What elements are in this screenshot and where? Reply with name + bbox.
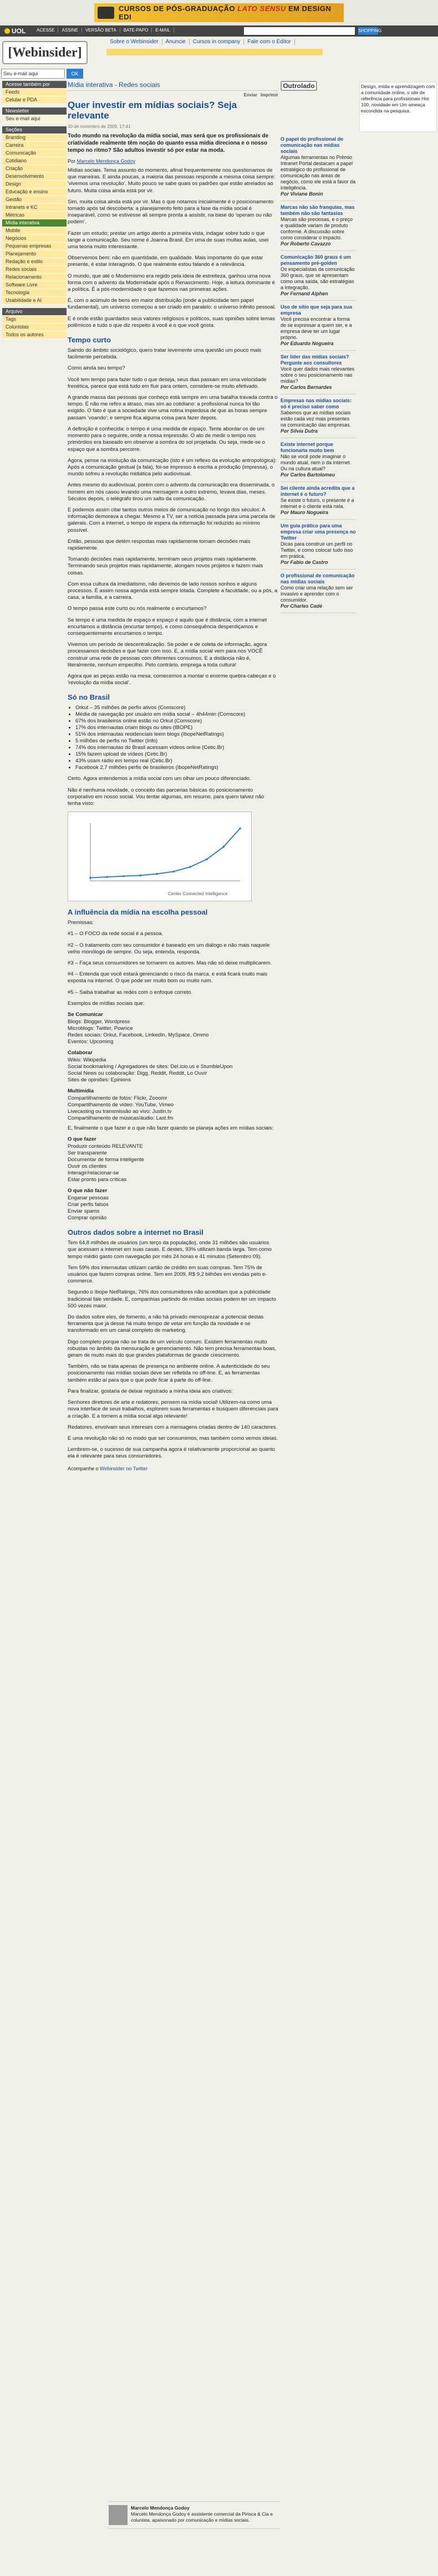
list-line: Ouvir os clientes (68, 1163, 107, 1170)
paragraph: Tem 59% dos internautas utilizam cartão de crédito em suas compras. Tem 75% de usuários que fazem compras online. Tem em 2009, R$ 9,2 bilhões em vendas pelo e-commerce. (68, 1264, 267, 1285)
separator (281, 481, 356, 482)
author-photo (109, 2505, 128, 2525)
sidebar-item[interactable]: Tecnologia (2, 289, 67, 297)
sidebar-heading: Acesse também por (2, 81, 67, 89)
premissa-item: #2 – O tratamento com seu consumidor é baseado em um diálogo e não mais naquele velho monólogo de sempre. Ou seja, entenda, responda. (68, 942, 270, 955)
related-article (281, 136, 356, 197)
sidebar-item[interactable]: Mídia interativa (2, 219, 67, 227)
webinsider-logo[interactable]: [Webinsider] (2, 41, 88, 64)
sidebar-item-celular[interactable]: Celular e PDA (2, 96, 67, 104)
related-byline: Por Fernand Alphen (281, 291, 328, 296)
paragraph: E uma revolução não só no modo que ser consumimos, mas também como vemos ideias. (68, 1435, 278, 1441)
paragraph: Saindo do âmbito sociológico, quero tratar levemente uma questão um pouco mais facilmente percebida. (68, 347, 262, 361)
related-byline: Por Fabio de Castro (281, 560, 328, 565)
article-title: Quer investir em mídias sociais? Seja relevante (68, 100, 237, 121)
paragraph: Redatores, envolvam seus intereses com a mensagens criadas dentro de 140 caracteres. (68, 1424, 278, 1430)
group-line: Social News ou colaboração: Digg, Reddit, Reddit, Lo Ouvir (68, 1070, 207, 1077)
group-line: Blogs: Blogger, Wordpress (68, 1019, 130, 1025)
sidebar-item-feeds[interactable]: Feeds (2, 89, 67, 96)
nav-sobre[interactable]: Sobre o Webinsider (106, 39, 162, 45)
list-line: Interagir/relacionar-se (68, 1170, 119, 1177)
paragraph: O mundo, que até o Modernismo era regido pela ideia de estreiteza, ganhou uma nova forma com o advento da Modernidade após o Renascimento. Hoje, a leitura dominante é a política. É a pós-modernidade o que fazemos nas primeiras ações. (68, 273, 275, 293)
separator (281, 350, 356, 351)
outrolado-heading: Outrolado (281, 81, 317, 91)
uol-search-input[interactable] (244, 27, 355, 35)
banner-logo (98, 7, 114, 19)
uol-bar (0, 25, 438, 37)
related-text: Marcas são preciosas, e o preço e qualidade variam de produto conforme. A discussão sobre como considerar o impacto. (281, 217, 353, 240)
related-text: Sabemos que as mídias sociais estão cada vez mais presentes na comunicação das empresas. (281, 410, 352, 428)
paragraph: Certo. Agora entendemos a mídia social com um olhar um pouco diferenciado. (68, 776, 251, 782)
group-line: Microblogs: Twitter, Pownce (68, 1025, 133, 1032)
paragraph: É, com o acúmulo de bens em maior distribuição (onde a publicidade tem papel fundamental), um universo começou a ser criado em paralelo: o universo infinito pessoal. (68, 297, 276, 311)
related-byline: Por Viviane Bonin (281, 191, 323, 197)
list-line: Documentar de forma inteligente (68, 1157, 144, 1163)
uol-menu-item[interactable]: VERSÃO BETA (82, 28, 120, 33)
related-text: Os especialistas da comunicação 360 graus, que se apresentam como uma saída, são estratégias a integração. (281, 266, 355, 290)
sidebar-item[interactable]: Mobile (2, 227, 67, 235)
stat-item: • Média de navegação por usuário em mídia social – 4h44min (Comscore) (75, 711, 278, 718)
paragraph: A definição é conhecida: o tempo é uma medida de espaço. Tente abordar os de um momento para o seguinte, onde a nossa impressão. O ato de medir o tempo nos primórdios era baseado em observar a sombra do sol projetada. Ou seja, mede-se o espaço que a sombra percorre. (68, 425, 265, 453)
related-text: Você precisa encontrar a forma de se expressar a quem ser, e a empresa deve ter um lugar próprio. (281, 316, 352, 340)
related-list (281, 136, 356, 617)
nav-fale-editor[interactable]: Fale com o Editor (244, 39, 294, 45)
sidebar-item[interactable]: Planejamento (2, 250, 67, 258)
sidebar-item[interactable]: Relacionamento (2, 274, 67, 281)
related-text: Algumas ferramentas no Prêmio Intranet Portal destacam a papel estratégico do profissional de comunicação nas áreas de negócio, como ele está a favor da inteligência. (281, 155, 356, 191)
paragraph: E é onde estão guardados seus valores religiosos e políticos, suas opiniões sobre temas polêmicos e tudo o que diz respeito à você e o que você gosta. (68, 315, 275, 329)
article-tools (68, 93, 278, 98)
growth-chart-svg (68, 812, 251, 901)
sidebar-item[interactable]: Criação (2, 165, 67, 173)
list-line: Criar perfis falsos (68, 1202, 109, 1208)
stat-item: • Orkut – 35 milhões de perfis ativos (Comscore) (75, 705, 278, 711)
related-article (281, 573, 356, 609)
related-article (281, 204, 356, 247)
twitter-cta: Acompanhe o Webinsider no Twitter (68, 1465, 148, 1471)
stat-item: • 74% dos internautas do Brasil acessam vídeos online (Cetic.Br) (75, 745, 278, 751)
sidebar-item[interactable]: Branding (2, 134, 67, 142)
paragraph: Também, não se trata apenas de presença no ambiente online. A autenticidade do seu posicionamento nas mídias sociais deve ser refletida no off-line. E, as ferramentas também estão aí para que o que pode ficar à parte do off-line. (68, 1363, 270, 1383)
author-box (109, 2501, 281, 2529)
group-title: Se Comunicar (68, 1012, 103, 1018)
sidebar-extra-item[interactable]: Colunistas (2, 324, 67, 331)
related-title[interactable]: Um guia prático para uma empresa criar uma presença no Twitter (281, 523, 356, 541)
group-line: Eventos: Upcoming (68, 1039, 114, 1045)
related-article (281, 254, 356, 297)
paragraph: Observemos bem: não em quantidade, em qualidade. Mais importante do que estar presente, é estar interagindo. O que realmente estou falando é a relevância. (68, 255, 263, 268)
uol-menu (33, 28, 174, 33)
naofazer-title: O que não fazer (68, 1188, 108, 1194)
list-line: Ser transparente (68, 1150, 107, 1157)
stat-item: • 17% dos internautas criam blogs ou sites (IBOPE) (75, 725, 278, 731)
paragraph: Fazer um estudo; prestar um artigo atento a primeira vista, indagar sobre tudo o que tange a comunicação. Seu nome é Joanna Brasil. Em uma de suas muitas aulas, usei uma teoria muito interessante. (68, 230, 269, 250)
related-title[interactable]: O papel do profissional de comunicação nas mídias sociais (281, 136, 344, 154)
related-title[interactable]: Uso de sítio que seja para sua empresa (281, 304, 353, 316)
group-title: Colaborar (68, 1050, 93, 1056)
related-byline: Por Eduardo Nogueira (281, 341, 334, 346)
sidebar-secoes-heading: Seções (2, 126, 67, 134)
related-text: Como criar uma relação sem ser invasivo e aprender com o consumidor. (281, 585, 353, 603)
related-byline: Por Mauro Nogueira (281, 510, 329, 515)
sidebar-item[interactable]: Usabilidade e AI (2, 297, 67, 305)
paragraph: Mídias sociais. Tema assunto do momento, afinal frequentemente nos questionamos de que maneiras. E ainda poucas, a maioria das pessoas responde a mesma coisa sempre: 'vivemos uma revolução'. Muito pouco se sabe quais os padrões que estão atrelados ao futuro. Muita coisa ainda está por vir. (68, 167, 276, 194)
uol-menu-item[interactable]: ACESSE (33, 28, 58, 33)
sidebar-arquivo-heading: Arquivo (2, 308, 67, 316)
related-text: Não se você pode imaginar o mundo atual, nem o da internet. Ou na cultura atual? (281, 454, 352, 471)
uol-logo[interactable]: UOL (4, 27, 26, 35)
sidebar-item[interactable]: Design (2, 181, 67, 188)
naofazer-list (68, 1195, 278, 1222)
related-article (281, 354, 356, 391)
newsletter-input[interactable]: Seu e-mail aqui (2, 115, 67, 123)
sidebar-item[interactable]: Intranets e KC (2, 204, 67, 212)
paragraph: Não é nenhuma novidade, o conceito das parcerias básicas do posicionamento corporativo em nosso social. Vou tentar algumas, em resumo, para quem talvez não tenha visto: (68, 787, 264, 807)
chart-point (239, 828, 241, 830)
heading-influencia: A influência da mídia na escolha pessoal (68, 908, 208, 917)
sidebar-item[interactable]: Cotidiano (2, 157, 67, 165)
print-button[interactable]: Imprimir (260, 93, 278, 98)
article-date: 30 de novembro de 2009, 17:41 (68, 124, 131, 129)
ad-box[interactable]: Design, mídia e aprendizagem com a comunidade online, o site de referência para profissionais Hot 100, novidade em Um ameaça escondida na pesquisa. (359, 82, 437, 132)
send-button[interactable]: Enviar (243, 93, 257, 98)
group-line: Social bookmarking / Agregadores de sites: Del.icio.us e StumbleUpon (68, 1064, 233, 1070)
list-line: Enganar pessoas (68, 1195, 109, 1202)
chart-point (89, 877, 91, 879)
chart-point (156, 873, 158, 875)
heading-outros: Outros dados sobre a internet no Brasil (68, 1228, 203, 1237)
premissa-item: #5 – Saiba trabalhar as redes com o enfoque correto. (68, 989, 192, 995)
uol-menu-item[interactable]: ASSINE (58, 28, 82, 33)
sidebar-item[interactable]: Software Livre (2, 281, 67, 289)
nav-cursos[interactable]: Cursos in company (190, 39, 245, 45)
author-bio: Marcelo Mendonça Godoy Marcelo Mendonça Godoy é assistente comercial da Pirisca & Cia e colunista, apaixonado por comunicação e mídias sociais. (131, 2505, 273, 2523)
chart-point (139, 875, 141, 877)
separator (281, 300, 356, 301)
stat-item: • 5 milhões de perfis no Twitter (Info) (75, 738, 278, 745)
growth-chart (68, 812, 252, 901)
related-title[interactable]: Empresas nas mídias sociais: só é preciso saber como (281, 398, 352, 409)
sidebar (2, 81, 67, 339)
paragraph: Tomando decisões mais rapidamente, terminam seus projetos mais rapidamente. Terminando seus projetos mais rapidamente, alongam novos projetos e fazem mais coisas. (68, 556, 263, 576)
paragraph: O tempo passa este curto ou nós realmente o encurtamos? (68, 605, 207, 612)
related-byline: Por Silvia Dutra (281, 428, 318, 434)
uol-circle-icon (4, 28, 10, 34)
group-line: Compartilhamento de músicas/áudio: Last.fm (68, 1115, 174, 1122)
paragraph: Então, pessoas que detém respostas mais rapidamente tomam decisões mais rapidamente. (68, 538, 251, 551)
related-title[interactable]: Marcas não são franquias, mas também não são fantasias (281, 204, 355, 216)
heading-tempo: Tempo curto (68, 336, 111, 345)
author-link[interactable]: Marcelo Mendonça Godoy (77, 158, 136, 164)
related-byline: Por Carlos Bartolomeu (281, 472, 335, 478)
paragraph: Sim, muita coisa ainda está por vir. Mas o que notamos inicialmente é o posicionamento tomado após tal descoberta: a planejamento feito para a fase da mídia social é inseparável, como se estivesse ali sempre pronta a assistir, na base do 'operam ou não podem'. (68, 198, 274, 225)
sidebar-item[interactable]: Métricas (2, 212, 67, 219)
chart-series-line (90, 829, 240, 878)
stat-item: • Facebook 2,7 milhões perfis de brasileiros (IbopeNetRatings) (75, 764, 278, 771)
premissas-label: Premissas: (68, 920, 94, 926)
stat-item: • 15% fazem upload de vídeos (Cetic.Br) (75, 751, 278, 758)
paragraph: Para finalizar, gostaria de deixar registrado a minha ideia aos criativos: (68, 1388, 233, 1394)
group-line: Redes sociais: Orkut, Facebook, LinkedIn, MySpace, Ommo (68, 1032, 209, 1039)
related-article (281, 523, 356, 566)
group-line: Compartilhamento de fotos: Flickr, Zooomr (68, 1095, 167, 1102)
banner-ad[interactable] (94, 3, 344, 22)
paragraph: Com essa cultura da imediatismo, não devemos de lado nossos sonhos e alguns processos. É assim nossa agenda está sempre lotada. Complete a faculdade, ou a pós, a casa, a família, e a carreira. (68, 581, 278, 601)
related-article (281, 442, 356, 478)
paragraph: Vivemos um período de descentralização. Se poder e de coleta de informação, agora processamos decisões e que fazer com isso. E, a mídia social vem para nos VOCÊ construir uma rede de pessoas com diferentes consumos. E a distância não é, literalmente, nenhum empecilho. Pelo contrário, emprega a toda cultura! (68, 642, 267, 668)
sidebar-item[interactable]: Redação e estilo (2, 258, 67, 266)
premissa-item: #3 – Faça seus consumidores se tornarem os autores. Mas não só deixe multiplicarem. (68, 960, 272, 967)
top-nav (106, 39, 295, 45)
group-line: Livecasting ou transmissão ao vivo: Justin.tv (68, 1109, 172, 1115)
premissa-item: #4 – Entenda que você estará gerenciando o risco da marca, e está ficará muito mais exposta na internet. O que pode ser muito bom ou muito ruim. (68, 971, 268, 984)
paragraph: Senhores diretores de arte e redatores, pensem na mídia social! Utilizem-na como uma nova interface de seus trabalhos, explorem suas ferramentas e busquem diferenciais para a criação. E a tornem a mídia social algo relevante! (68, 1399, 278, 1419)
related-title[interactable]: Sei cliente ainda acredita que a internet é o futuro? (281, 485, 355, 497)
sidebar-extra-item[interactable]: Todos os autores (2, 331, 67, 339)
fazer-title: O que fazer (68, 1136, 96, 1143)
related-title[interactable]: O profissional de comunicação nas mídias sociais (281, 573, 355, 584)
sidebar-item[interactable]: Negócios (2, 235, 67, 243)
chart-point (206, 858, 208, 860)
header-search-input[interactable]: Seu e-mail aqui (1, 69, 65, 79)
premissa-item: #1 – O FOCO da rede social é a pessoa. (68, 931, 164, 937)
paragraph: Digo completo porque não se trata de um veículo comum. Existem ferramentas muito robustas no âmbito da mensuração e gerenciamento. Não tem precisa ferramentas boas, geram de muito mais do que grandes plataformas de grande crescimento. (68, 1338, 276, 1359)
article-author: Por Marcelo Mendonça Godoy (68, 158, 136, 164)
paragraph: Segundo o Ibope NetRatings, 76% dos consumidores não acreditam que a publicidade tradicional fale verdade. E, companhias partindo de mídias sociais podem ter um impacto 500 vezes maior. (68, 1289, 276, 1309)
sidebar-item[interactable]: Desenvolvimento (2, 173, 67, 181)
sidebar-newsletter-heading: Newsletter (2, 107, 67, 115)
separator (281, 519, 356, 520)
paragraph: Você tem tempo para fazer tudo o que deseja, seus dias passam em uma velocidade frenética, parece que está tudo em fluir para ontem, considere-se muito efetivado. (68, 376, 267, 389)
list-line: Enviar spams (68, 1208, 100, 1215)
sidebar-item[interactable]: Pequenas empresas (2, 243, 67, 250)
nav-anuncie[interactable]: Anuncie (162, 39, 190, 45)
breadcrumb[interactable]: Mídia interativa - Redes sociais (68, 81, 278, 91)
related-title[interactable]: Existe internet porque funcionaria muito bem (281, 442, 334, 453)
group-lines (68, 1057, 278, 1084)
header-search-button[interactable]: OK (67, 69, 83, 79)
uol-shopping-button[interactable]: SHOPPING (358, 27, 378, 35)
uol-menu-item[interactable]: E-MAIL (152, 28, 174, 33)
chart-legend: Center Connected Intelligence (168, 891, 228, 897)
banner-text: CURSOS DE PÓS-GRADUAÇÃO LATO SENSU EM DESIGN EDI (119, 4, 332, 21)
paragraph: E podemos assim citar tantos outros meios de comunicação no longo dos séculos: A informação demorava a chegar. Mesmo a TV, ser a notícia passada para uma parcela de galerais. Com a internet, o tempo de espera da informação foi reduzido ao mínimo possível. (68, 506, 276, 533)
site-header (0, 37, 438, 80)
chart-point (106, 876, 108, 878)
sidebar-item[interactable]: Carreira (2, 142, 67, 150)
related-text: Se existe o futuro, o presente é a internet e o cliente está nela. (281, 497, 354, 509)
stats-list (68, 705, 278, 771)
sidebar-item[interactable]: Gestão (2, 196, 67, 204)
list-line: Produzir conteúdo RELEVANTE (68, 1143, 143, 1150)
paragraph: Como ainda seu tempo? (68, 365, 125, 372)
related-article (281, 398, 356, 434)
header-bar (106, 49, 323, 55)
related-text: Você quer dados mais relevantes sobre o seu posicionamento nas mídias? (281, 366, 355, 384)
stat-item: • 43% usam rádio em tempo real (Cetic.Br) (75, 758, 278, 764)
related-title[interactable]: Ser líder das mídias sociais? Pergunte aos consultores (281, 354, 349, 366)
related-byline: Por Charles Cadé (281, 603, 323, 609)
header-search (1, 69, 88, 79)
sidebar-item[interactable]: Redes sociais (2, 266, 67, 274)
stat-item: • 51% dos internautas residenciais leem blogs (IbopeNetRatings) (75, 731, 278, 738)
group-line: Sites de opiniões: Epinions (68, 1077, 131, 1084)
group-title: Multimídia (68, 1088, 94, 1095)
chart-point (172, 871, 175, 873)
chart-point (189, 866, 191, 868)
twitter-link[interactable]: Webinsider no Twitter (100, 1465, 148, 1471)
exemplos-label: Exemplos de mídias sociais que: (68, 1000, 145, 1007)
uol-menu-item[interactable]: BATE-PAPO (120, 28, 152, 33)
list-line: Estar pronto para críticas (68, 1177, 127, 1183)
article-lead: Todo mundo na revolução da mídia social, mas será que os profissionais de criatividade realmente têm noção do quanto essa mídia direciona e o nosso tempo no ritmo? São adultos investir só por estar na moda. (68, 133, 269, 153)
paragraph: Agora, pense na evolução da comunicação (isto é um reflexo da evolução antropológica): Após a comunicação gestual (a fala), foi-se impresso à escrita a produção (impressa), o mundo sofreu a revolução midiática pelo audiovisual. (68, 457, 277, 478)
paragraph: E, finalmente o que fazer e o que não fazer quando se planeja ações em mídias sociais: (68, 1125, 274, 1132)
sidebar-extra-item[interactable]: Tags (2, 316, 67, 324)
list-line: Comprar opinião (68, 1215, 107, 1222)
paragraph: A grande massa das pessoas que conheço está sempre em uma batalha travada contra o tempo. É não me refiro a atraso, mas sim ao cotidiano: a profissional nunca foi tão exigido. O fato é que a sociedade vive uma rotina impiedosa de que as horas sempre passam 'voando'; e sempre fica alguma coisa para fazer depois. (68, 394, 278, 421)
paragraph: Do dados sobre eles, de fomento, a não há privado menosprezar a potencial destas ferramenta que já desse há muito tempo de vetar em função da novidade e se transformado em um canal completo de marketing. (68, 1314, 264, 1334)
heading-brasil: Só no Brasil (68, 693, 110, 702)
chart-point (222, 846, 225, 848)
top-banner[interactable] (0, 0, 438, 25)
group-line: Wikis: Wikipedia (68, 1057, 106, 1064)
related-byline: Por Roberto Cavazzo (281, 241, 331, 247)
paragraph: Agora que as peças estão na mesa, comecemos a montar o enorme quebra-cabeças e o 'revolução da mídia social'. (68, 673, 276, 686)
chart-point (123, 875, 125, 878)
stat-item: • 67% dos brasileiros online estão no Orkut (Comscore) (75, 718, 278, 725)
sidebar-item[interactable]: Educação e ensino (2, 188, 67, 196)
related-title[interactable]: Comunicação 360 graus é um pensamento pré-golden (281, 254, 352, 266)
group-lines (68, 1095, 278, 1122)
related-article (281, 485, 356, 516)
article (68, 81, 278, 1471)
sidebar-item[interactable]: Comunicação (2, 150, 67, 157)
related-article (281, 304, 356, 347)
related-text: Dicas para construir um perfil no Twitter, e como colocar tudo isso em prática. (281, 541, 353, 559)
fazer-list (68, 1143, 278, 1183)
related-byline: Por Carlos Bernardes (281, 384, 332, 390)
paragraph: Se tempo é uma medida de espaço e espaço é aquilo que é distância, com a internet encurtamos a distância (encurtar tempo), e como consequência desperdiçamos e consequentemente encurtamos o tempo. (68, 617, 267, 637)
paragraph: Tem 64,8 milhões de usuários (um terço da população), onde 31 milhões são usuários que acessam a internet em suas casas. E destes, 93% utilizam banda larga. Tem como tempo médio gasto com navegação por mês 24 horas e 41 minutos (Setembro 09). (68, 1240, 272, 1260)
paragraph: Lembrem-se, o sucesso de sua campanha agora é relativamente proporcional ao quanto ela é relevante para seus consumidores. (68, 1446, 275, 1460)
paragraph: Antes mesmo do audiovisual, porém com o advento da comunicação era disseminada, o homem em nós casou levando uma mensagem a outro extremo, levava dias, meses. Séculos depois, o telégrafo tirou um salto da comunicação. (68, 482, 275, 502)
group-lines (68, 1019, 278, 1045)
group-line: Compartilhamento de vídeo: YouTube, Vimeo (68, 1102, 174, 1109)
separator (281, 250, 356, 251)
